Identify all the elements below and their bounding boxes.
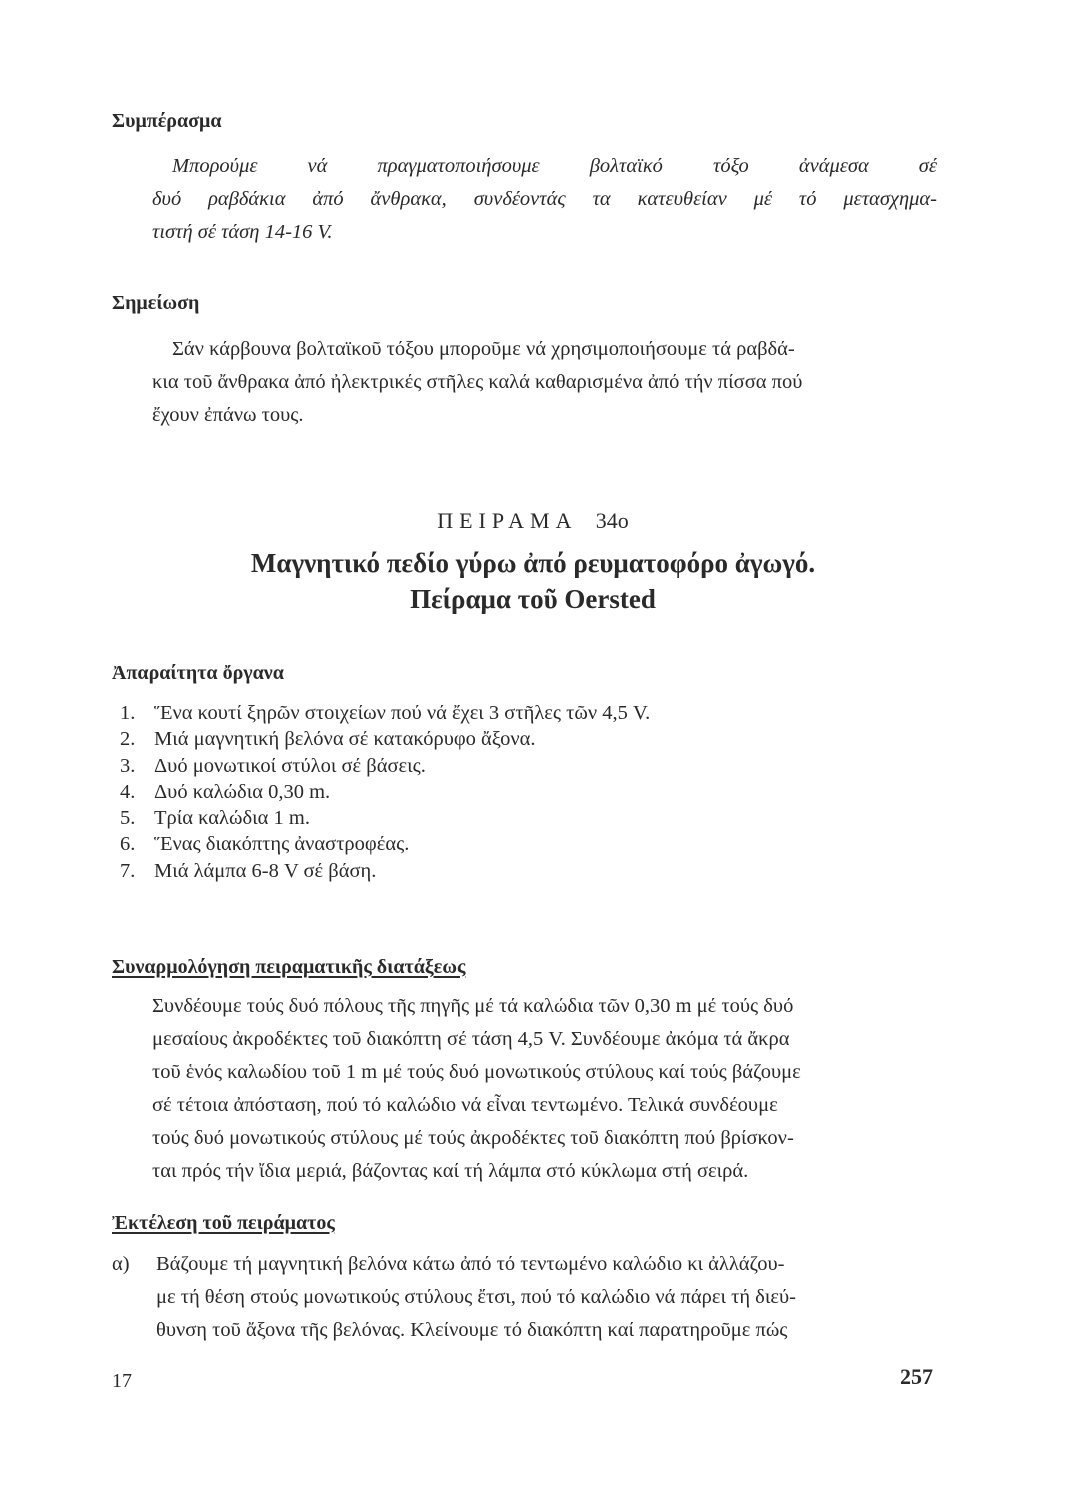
assembly-line: σέ τέτοια ἀπόσταση, πού τό καλώδιο νά εἶναι τεντωμένο. Τελικά συνδέουμε [152,1094,778,1116]
list-item-number: 5. [120,807,136,830]
note-line: ἔχουν ἐπάνω τους. [152,404,304,426]
conclusion-line: Μπορούμε νά πραγματοποιήσουμε βολταϊκό τόξο ἀνάμεσα σέ [172,155,937,177]
experiment-title-line1: Μαγνητικό πεδίο γύρω ἀπό ρευματοφόρο ἀγωγό. [250,548,816,578]
list-item-number: 1. [120,702,136,724]
experiment-number: 34ο [595,508,629,533]
page-number: 257 [900,1364,933,1389]
conclusion-line: τιστή σέ τάση 14-16 V. [152,221,333,243]
list-item [120,831,650,857]
list-item [120,805,650,831]
list-item-number: 7. [120,859,136,882]
execution-line: Βάζουμε τή μαγνητική βελόνα κάτω ἀπό τό τεντωμένο καλώδιο κι ἀλλάζου- [156,1253,785,1275]
list-item [120,779,650,805]
note-heading: Σημείωση [112,292,200,314]
assembly-line: ται πρός τήν ἴδια μεριά, βάζοντας καί τή λάμπα στό κύκλωμα στή σειρά. [152,1160,749,1182]
list-item-text: Ἕνα κουτί ξηρῶν στοιχείων πού νά ἔχει 3 στῆλες τῶν 4,5 V. [154,702,651,724]
list-item [120,753,650,779]
assembly-line: Συνδέουμε τούς δυό πόλους τῆς πηγῆς μέ τά καλώδια τῶν 0,30 m μέ τούς δυό [152,995,794,1017]
conclusion-paragraph [152,150,937,249]
execution-heading: Ἐκτέλεση τοῦ πειράματος [112,1212,335,1234]
list-item [120,700,650,726]
assembly-line: μεσαίους ἀκροδέκτες τοῦ διακόπτη σέ τάση 4,5 V. Συνδέουμε ἀκόμα τά ἄκρα [152,1028,790,1050]
experiment-word: ΠΕΙΡΑΜΑ [437,508,577,533]
list-item-text: Τρία καλώδια 1 m. [154,807,310,830]
assembly-line: τούς δυό μονωτικούς στύλους μέ τούς ἀκροδέκτες τοῦ διακόπτη πού βρίσκον- [152,1127,794,1149]
list-item [120,726,650,752]
assembly-paragraph [152,990,940,1188]
list-item-number: 2. [120,728,136,751]
conclusion-line: δυό ραβδάκια ἀπό ἄνθρακα, συνδέοντάς τα κατευθείαν μέ τό μετασχημα- [152,188,937,210]
instruments-list [120,700,650,884]
note-line: κια τοῦ ἄνθρακα ἀπό ἠλεκτρικές στῆλες καλά καθαρισμένα ἀπό τήν πίσσα πού [152,371,803,393]
list-item-text: Μιά λάμπα 6-8 V σέ βάση. [154,859,377,882]
experiment-label [0,508,1066,534]
assembly-line: τοῦ ἑνός καλωδίου τοῦ 1 m μέ τούς δυό μονωτικούς στύλους καί τούς βάζουμε [152,1061,801,1083]
execution-text [156,1248,941,1347]
step-marker: α) [112,1253,130,1275]
list-item-text: Δυό καλώδια 0,30 m. [154,780,331,803]
signature-mark: 17 [112,1370,132,1392]
instruments-heading: Ἀπαραίτητα ὄργανα [112,662,284,684]
note-line: Σάν κάρβουνα βολταϊκοῦ τόξου μποροῦμε νά χρησιμοποιήσουμε τά ραβδά- [172,338,795,360]
assembly-heading: Συναρμολόγηση πειραματικῆς διατάξεως [112,956,466,978]
execution-line: με τή θέση στούς μονωτικούς στύλους ἔτσι, πού τό καλώδιο νά πάρει τή διεύ- [156,1286,796,1308]
conclusion-heading: Συμπέρασμα [112,110,222,132]
execution-line: θυνση τοῦ ἄξονα τῆς βελόνας. Κλείνουμε τό διακόπτη καί παρατηροῦμε πώς [156,1319,788,1341]
list-item-number: 6. [120,833,136,856]
list-item-text: Μιά μαγνητική βελόνα σέ κατακόρυφο ἄξονα. [154,728,536,751]
list-item-number: 4. [120,780,136,803]
list-item-text: Ἕνας διακόπτης ἀναστροφέας. [154,833,410,856]
list-item [120,858,650,884]
list-item-text: Δυό μονωτικοί στύλοι σέ βάσεις. [154,754,426,777]
experiment-title-line2: Πείραμα τοῦ Oersted [410,584,656,614]
note-paragraph [152,333,940,432]
list-item-number: 3. [120,754,136,777]
